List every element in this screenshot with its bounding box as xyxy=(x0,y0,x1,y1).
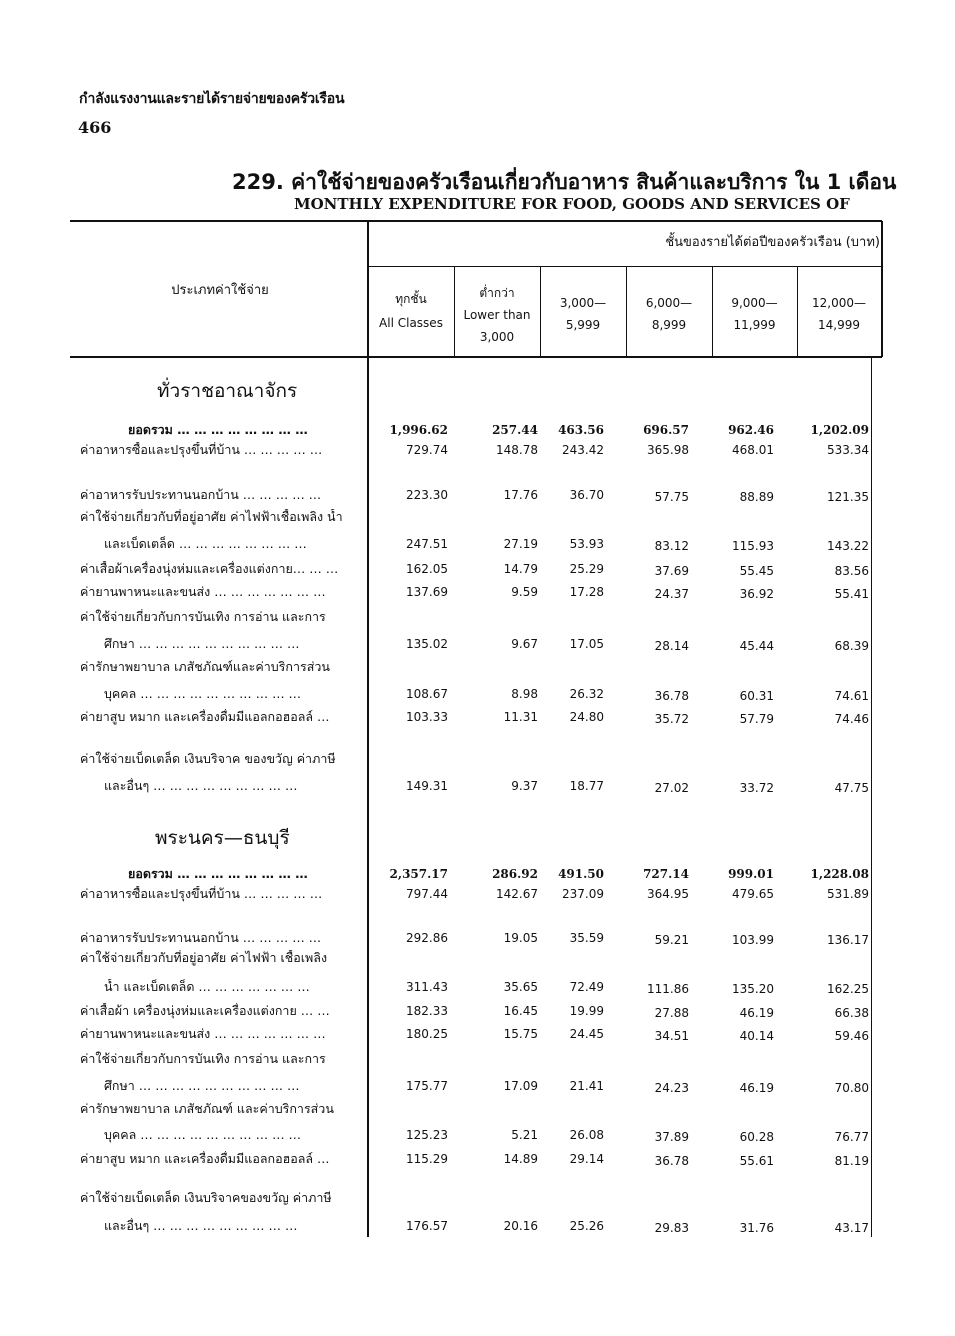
section-title: ทั่วราชอาณาจักร xyxy=(157,380,298,402)
column-header-line3: 3,000 xyxy=(479,330,515,344)
table-cell: 55.45 xyxy=(739,564,774,578)
table-cell: 37.69 xyxy=(654,564,689,578)
table-cell: 162.25 xyxy=(827,982,869,996)
table-cell: 103.33 xyxy=(406,710,448,724)
table-cell: 24.80 xyxy=(569,710,604,724)
table-cell: 176.57 xyxy=(406,1219,448,1233)
table-cell: 247.51 xyxy=(406,537,448,551)
table-cell: 57.79 xyxy=(739,712,774,726)
table-cell: 180.25 xyxy=(406,1027,448,1041)
row-label: ศึกษา … … … … … … … … … … xyxy=(104,636,300,651)
column-header-line2: 5,999 xyxy=(565,318,601,332)
table-cell: 43.17 xyxy=(834,1221,869,1235)
table-cell: 60.28 xyxy=(739,1130,774,1144)
column-header-line2: 14,999 xyxy=(818,318,860,332)
table-cell: 8.98 xyxy=(511,687,538,701)
row-label: ค่ายาสูบ หมาก และเครื่องดื่มมีแอลกอฮอลล์ … xyxy=(80,1151,330,1166)
table-cell: 115.93 xyxy=(732,539,774,553)
table-title-english: MONTHLY EXPENDITURE FOR FOOD, GOODS AND SERVICES OF xyxy=(294,195,850,213)
table-cell: 696.57 xyxy=(643,423,689,437)
table-cell: 21.41 xyxy=(569,1079,604,1093)
table-cell: 27.88 xyxy=(654,1006,689,1020)
table-cell: 53.93 xyxy=(569,537,604,551)
row-label: ค่าใช้จ่ายเกี่ยวกับที่อยู่อาศัย ค่าไฟฟ้าเชื้อเพลิง น้ำ xyxy=(80,509,343,524)
row-label: และอื่นๆ … … … … … … … … … xyxy=(104,1218,298,1233)
table-cell: 463.56 xyxy=(558,423,604,437)
table-cell: 46.19 xyxy=(739,1006,774,1020)
table-cell: 9.59 xyxy=(511,585,538,599)
table-cell: 36.78 xyxy=(654,1154,689,1168)
table-cell: 55.61 xyxy=(739,1154,774,1168)
table-cell: 66.38 xyxy=(834,1006,869,1020)
row-label: บุคคล … … … … … … … … … … xyxy=(104,1127,302,1142)
table-cell: 34.51 xyxy=(654,1029,689,1043)
table-cell: 35.59 xyxy=(569,931,604,945)
row-label: ค่ารักษาพยาบาล เภสัชภัณฑ์ และค่าบริการส่วน xyxy=(80,1101,334,1116)
column-header-line2: 11,999 xyxy=(733,318,776,332)
table-cell: 19.05 xyxy=(503,931,538,945)
table-cell: 11.31 xyxy=(503,710,538,724)
table-cell: 533.34 xyxy=(827,443,869,457)
spanner-rule xyxy=(368,266,882,267)
table-cell: 1,996.62 xyxy=(389,423,448,437)
column-header-line2: 8,999 xyxy=(651,318,687,332)
table-cell: 37.89 xyxy=(654,1130,689,1144)
column-header-line1: 9,000— xyxy=(731,296,778,310)
table-cell: 531.89 xyxy=(827,887,869,901)
column-header-line1: 3,000— xyxy=(559,296,607,310)
spanner-header: ชั้นของรายได้ต่อปีของครัวเรือน (บาท) xyxy=(665,235,880,250)
table-cell: 468.01 xyxy=(732,443,774,457)
column-header-line1: ต่ำกว่า xyxy=(479,286,515,300)
table-cell: 26.08 xyxy=(569,1128,604,1142)
row-label: ค่าอาหารซื้อและปรุงขึ้นที่บ้าน … … … … … xyxy=(80,442,323,457)
column-header-line1: 6,000— xyxy=(645,296,693,310)
table-cell: 46.19 xyxy=(739,1081,774,1095)
table-cell: 68.39 xyxy=(834,639,869,653)
table-cell: 1,228.08 xyxy=(810,867,869,881)
table-cell: 135.02 xyxy=(406,637,448,651)
row-label: ค่ายาสูบ หมาก และเครื่องดื่มมีแอลกอฮอลล์ … xyxy=(80,709,330,724)
table-cell: 27.19 xyxy=(503,537,538,551)
table-cell: 36.92 xyxy=(739,587,774,601)
table-cell: 149.31 xyxy=(406,779,448,793)
column-header-line1: ทุกชั้น xyxy=(395,292,427,306)
row-label-total: ยอดรวม … … … … … … … … xyxy=(128,422,308,437)
row-label: ค่าเสื้อผ้า เครื่องนุ่งห่มและเครื่องแต่งกาย … … xyxy=(80,1003,330,1018)
table-cell: 17.28 xyxy=(569,585,604,599)
table-cell: 136.17 xyxy=(827,933,869,947)
table-cell: 14.89 xyxy=(503,1152,538,1166)
row-label: ค่าอาหารรับประทานนอกบ้าน … … … … … xyxy=(80,487,322,502)
table-cell: 5.21 xyxy=(511,1128,538,1142)
table-cell: 20.16 xyxy=(503,1219,538,1233)
row-label: และเบ็ดเตล็ด … … … … … … … … xyxy=(104,536,307,551)
table-cell: 29.14 xyxy=(569,1152,604,1166)
table-cell: 148.78 xyxy=(496,443,538,457)
table-cell: 33.72 xyxy=(739,781,774,795)
table-cell: 999.01 xyxy=(728,867,774,881)
table-cell: 729.74 xyxy=(406,443,448,457)
column-header-line1: 12,000— xyxy=(812,296,866,310)
right-edge-body xyxy=(871,357,872,1237)
table-cell: 103.99 xyxy=(732,933,774,947)
table-cell: 162.05 xyxy=(406,562,448,576)
table-cell: 491.50 xyxy=(558,867,604,881)
table-cell: 59.46 xyxy=(834,1029,869,1043)
table-cell: 40.14 xyxy=(739,1029,774,1043)
row-label: ค่าใช้จ่ายเกี่ยวกับการบันเทิง การอ่าน และการ xyxy=(80,609,326,624)
row-label: ค่าใช้จ่ายเกี่ยวกับการบันเทิง การอ่าน และการ xyxy=(80,1051,326,1066)
table-cell: 29.83 xyxy=(654,1221,689,1235)
table-cell: 35.72 xyxy=(654,712,689,726)
table-cell: 31.76 xyxy=(739,1221,774,1235)
row-label: และอื่นๆ … … … … … … … … … xyxy=(104,778,298,793)
table-cell: 18.77 xyxy=(569,779,604,793)
column-header-line2: All Classes xyxy=(379,316,443,330)
table-cell: 17.05 xyxy=(569,637,604,651)
column-header-line2: Lower than xyxy=(463,308,531,322)
table-cell: 15.75 xyxy=(503,1027,538,1041)
table-cell: 1,202.09 xyxy=(810,423,869,437)
table-cell: 286.92 xyxy=(492,867,538,881)
table-cell: 60.31 xyxy=(739,689,774,703)
table-cell: 135.20 xyxy=(732,982,774,996)
table-cell: 19.99 xyxy=(569,1004,604,1018)
table-cell: 25.26 xyxy=(569,1219,604,1233)
table-cell: 55.41 xyxy=(834,587,869,601)
table-cell: 70.80 xyxy=(834,1081,869,1095)
row-label: ค่าใช้จ่ายเกี่ยวกับที่อยู่อาศัย ค่าไฟฟ้า เชื้อเพลิง xyxy=(80,950,328,965)
row-label: ค่าเสื้อผ้าเครื่องนุ่งห่มและเครื่องแต่งกาย… … … xyxy=(80,561,339,576)
table-cell: 81.19 xyxy=(834,1154,869,1168)
row-label: ศึกษา … … … … … … … … … … xyxy=(104,1078,300,1093)
table-cell: 76.77 xyxy=(834,1130,869,1144)
table-cell: 111.86 xyxy=(647,982,689,996)
row-label-total: ยอดรวม … … … … … … … … xyxy=(128,866,308,881)
table-cell: 137.69 xyxy=(406,585,448,599)
table-cell: 257.44 xyxy=(492,423,538,437)
table-cell: 143.22 xyxy=(827,539,869,553)
table-cell: 182.33 xyxy=(406,1004,448,1018)
table-cell: 175.77 xyxy=(406,1079,448,1093)
table-cell: 28.14 xyxy=(654,639,689,653)
table-cell: 83.56 xyxy=(834,564,869,578)
table-cell: 243.42 xyxy=(562,443,604,457)
table-cell: 364.95 xyxy=(647,887,689,901)
table-cell: 9.67 xyxy=(511,637,538,651)
table-cell: 17.76 xyxy=(503,488,538,502)
table-cell: 9.37 xyxy=(511,779,538,793)
table-cell: 59.21 xyxy=(654,933,689,947)
table-cell: 36.78 xyxy=(654,689,689,703)
table-cell: 797.44 xyxy=(406,887,448,901)
table-cell: 292.86 xyxy=(406,931,448,945)
row-label: ค่ารักษาพยาบาล เภสัชภัณฑ์และค่าบริการส่วน xyxy=(80,659,330,674)
table-cell: 14.79 xyxy=(503,562,538,576)
table-cell: 74.61 xyxy=(834,689,869,703)
table-cell: 727.14 xyxy=(643,867,689,881)
table-cell: 142.67 xyxy=(496,887,538,901)
row-label: ค่าใช้จ่ายเบ็ดเตล็ด เงินบริจาคของขวัญ ค่าภาษี xyxy=(80,1190,332,1205)
table-cell: 74.46 xyxy=(834,712,869,726)
table-cell: 125.23 xyxy=(406,1128,448,1142)
table-cell: 2,357.17 xyxy=(389,867,448,881)
table-cell: 223.30 xyxy=(406,488,448,502)
table-cell: 24.45 xyxy=(569,1027,604,1041)
table-cell: 237.09 xyxy=(562,887,604,901)
table-cell: 83.12 xyxy=(654,539,689,553)
table-cell: 17.09 xyxy=(503,1079,538,1093)
table-cell: 24.37 xyxy=(654,587,689,601)
header-bottom-rule xyxy=(70,356,882,358)
table-cell: 88.89 xyxy=(739,490,774,504)
table-cell: 45.44 xyxy=(739,639,774,653)
table-cell: 121.35 xyxy=(827,490,869,504)
row-label: ค่ายานพาหนะและขนส่ง … … … … … … … xyxy=(80,584,326,599)
table-cell: 47.75 xyxy=(834,781,869,795)
table-cell: 962.46 xyxy=(728,423,774,437)
table-cell: 35.65 xyxy=(503,980,538,994)
table-cell: 16.45 xyxy=(503,1004,538,1018)
page-number: 466 xyxy=(78,118,112,137)
row-label: บุคคล … … … … … … … … … … xyxy=(104,686,302,701)
table-cell: 311.43 xyxy=(406,980,448,994)
stub-header: ประเภทค่าใช้จ่าย xyxy=(171,283,269,298)
table-cell: 26.32 xyxy=(569,687,604,701)
table-cell: 72.49 xyxy=(569,980,604,994)
table-cell: 108.67 xyxy=(406,687,448,701)
table-cell: 479.65 xyxy=(732,887,774,901)
table-cell: 365.98 xyxy=(647,443,689,457)
table-cell: 36.70 xyxy=(569,488,604,502)
row-label: ค่าใช้จ่ายเบ็ดเตล็ด เงินบริจาค ของขวัญ ค่าภาษี xyxy=(80,751,336,766)
table-cell: 115.29 xyxy=(406,1152,448,1166)
section-title: พระนคร—ธนบุรี xyxy=(155,827,290,849)
right-edge xyxy=(881,221,883,357)
table-cell: 24.23 xyxy=(654,1081,689,1095)
row-label: ค่าอาหารซื้อและปรุงขึ้นที่บ้าน … … … … … xyxy=(80,886,323,901)
table-cell: 27.02 xyxy=(654,781,689,795)
running-head: กำลังแรงงานและรายได้รายจ่ายของครัวเรือน xyxy=(79,91,345,107)
top-rule xyxy=(70,220,882,222)
row-label: ค่าอาหารรับประทานนอกบ้าน … … … … … xyxy=(80,930,322,945)
table-cell: 57.75 xyxy=(654,490,689,504)
table-cell: 25.29 xyxy=(569,562,604,576)
row-label: ค่ายานพาหนะและขนส่ง … … … … … … … xyxy=(80,1026,326,1041)
table-title-thai: 229. ค่าใช้จ่ายของครัวเรือนเกี่ยวกับอาหาร สินค้าและบริการ ใน 1 เดือน xyxy=(232,170,897,194)
row-label: น้ำ และเบ็ดเตล็ด … … … … … … … xyxy=(104,979,310,994)
